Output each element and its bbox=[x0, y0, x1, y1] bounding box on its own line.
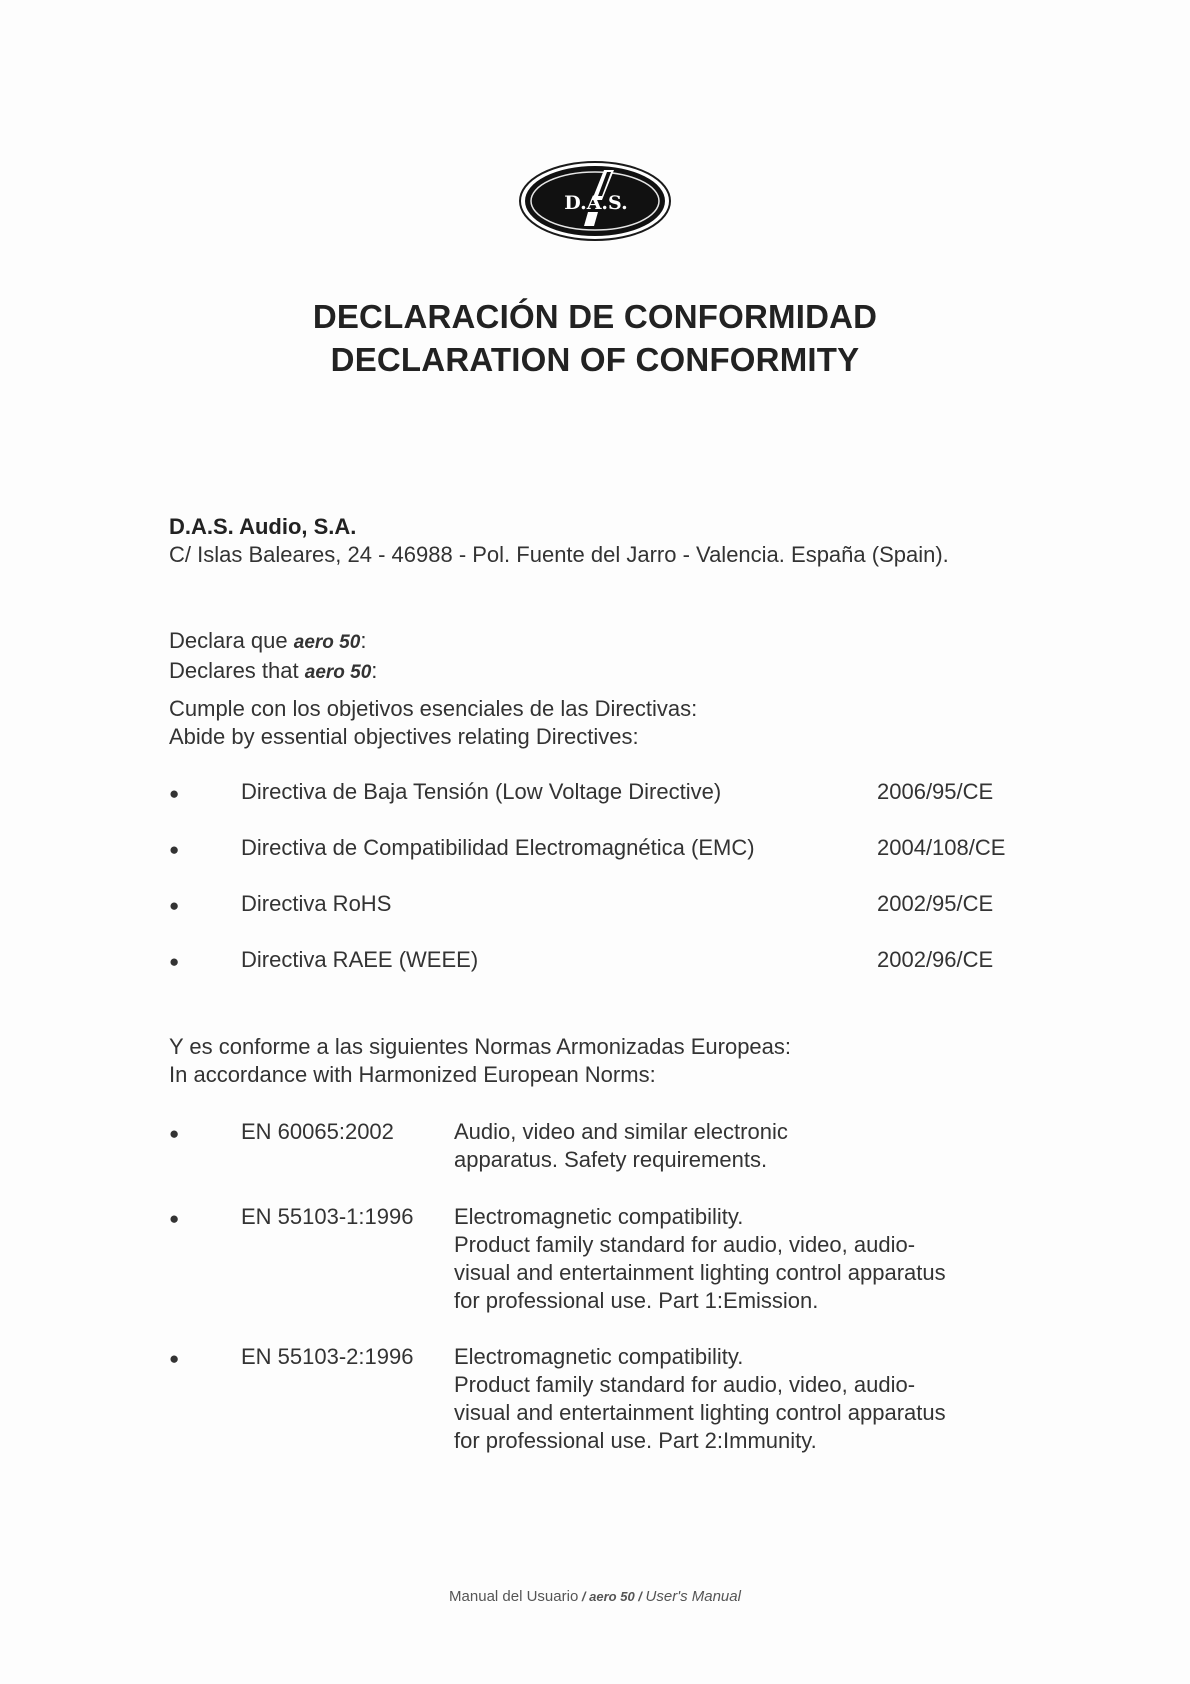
norms-intro: Y es conforme a las siguientes Normas Armonizadas Europeas: In accordance with Harmonized European Norms: bbox=[169, 1034, 792, 1087]
product-name: aero 50 bbox=[293, 632, 361, 653]
directive-item: ● Directiva de Baja Tensión (Low Voltage Directive) 2006/95/CE bbox=[169, 779, 1049, 809]
directives-intro: Cumple con los objetivos esenciales de las Directivas: Abide by essential objectives relating Directives: bbox=[169, 696, 698, 749]
declaration-line-es: Declara que aero 50: bbox=[169, 628, 367, 653]
title-spanish: DECLARACIÓN DE CONFORMIDAD bbox=[312, 298, 878, 335]
document-page: D.A.S. DECLARACIÓN DE CONFORMIDAD DECLARATION OF CONFORMITY D.A.S. Audio, S.A. C/ Islas Baleares, 24 - 46988 - Pol. Fuente del Jarro - Valencia. España (Spain). Declara que aero 50: Declares that aero 50: Cumple con los objetivos esenciales de las Directivas: Abide by essential objectives relating Directives: ● Directiva de Baja Tensión (Low Voltage Directive) 2006/95/CE ● Directiva de Compatibilidad Electromagnética (EMC) 2004/108/CE ● Directiva RoHS 2002/95/CE ● Directiva RAEE (WEEE) 2002/96/CE Y es conforme a las siguientes Normas Armonizadas Europeas: In accordance with Harmonized European Norms: ● EN 60065:2002 Audio, video and similar electronic apparatus. Safety requirements. ● EN 55103-1:1996 Electromagnetic compatibility. Product family standard for audio, video, audio- visual and entertainment lighting control apparatus for professional use. Part 1:Emission. ● EN 55103-2:1996 Electromagnetic compatibility. Product family standard for audio, video, audio- visual and entertainment lighting control apparatus for professional use. Part 2:Immunity. Manual del Usuario / aero 50 / User's Manual bbox=[0, 0, 1190, 1684]
norm-description: Electromagnetic compatibility. Product family standard for audio, video, audio- visual and entertainment lighting control apparatus for professional use. Part 2:Immunity. bbox=[454, 1344, 946, 1453]
footer-product: aero 50 bbox=[589, 1589, 635, 1604]
norm-description: Electromagnetic compatibility. Product family standard for audio, video, audio- visual and entertainment lighting control apparatus for professional use. Part 1:Emission. bbox=[454, 1204, 946, 1313]
title-english: DECLARATION OF CONFORMITY bbox=[330, 341, 860, 378]
declaration-line-en: Declares that aero 50: bbox=[169, 658, 378, 683]
company-name: D.A.S. Audio, S.A. bbox=[169, 514, 357, 539]
logo-text: D.A.S. bbox=[564, 192, 628, 214]
declaration-block bbox=[169, 627, 377, 687]
bullet-icon bbox=[169, 779, 183, 805]
directive-item: ● Directiva RoHS 2002/95/CE bbox=[169, 891, 1049, 921]
bullet-icon bbox=[169, 1343, 183, 1373]
product-name: aero 50 bbox=[304, 662, 372, 683]
bullet-icon bbox=[169, 891, 183, 917]
directive-item: ● Directiva RAEE (WEEE) 2002/96/CE bbox=[169, 947, 1049, 977]
bullet-icon bbox=[169, 947, 183, 973]
directive-item: ● Directiva de Compatibilidad Electromagnética (EMC) 2004/108/CE bbox=[169, 835, 1049, 865]
bullet-icon bbox=[169, 1203, 183, 1233]
bullet-icon bbox=[169, 1118, 183, 1148]
bullet-icon bbox=[169, 835, 183, 861]
das-logo bbox=[518, 160, 673, 242]
company-address: C/ Islas Baleares, 24 - 46988 - Pol. Fuente del Jarro - Valencia. España (Spain). bbox=[169, 542, 949, 567]
page-footer: Manual del Usuario / aero 50 / User's Manual bbox=[449, 1588, 741, 1605]
norm-description: Audio, video and similar electronic apparatus. Safety requirements. bbox=[454, 1119, 788, 1172]
